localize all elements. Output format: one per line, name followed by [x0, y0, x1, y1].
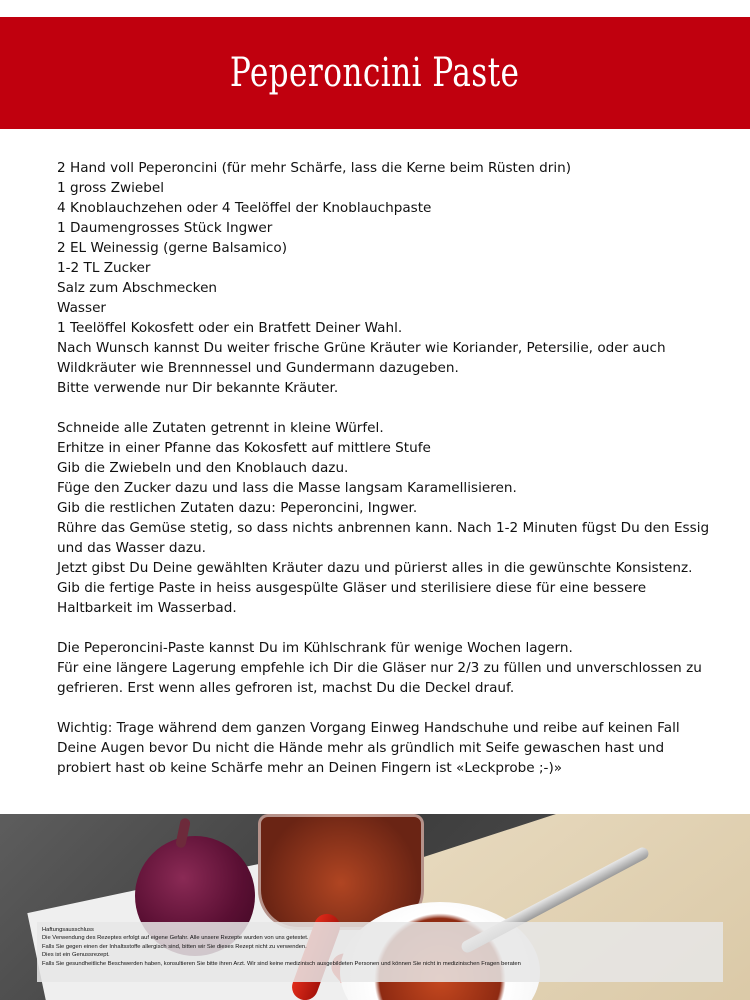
ingredient-line: 1 Daumengrosses Stück Ingwer	[57, 220, 273, 236]
disclaimer-line: Falls Sie gesundheitliche Beschwerden haben, konsultieren Sie bitte ihren Arzt. Wir sind keine medizinisch ausgebildeten Personen und können Sie nicht in medizinischen Fragen beraten	[42, 960, 521, 967]
disclaimer-line: Die Verwendung des Rezeptes erfolgt auf eigene Gefahr. Alle unsere Rezepte wurden von uns getestet.	[42, 935, 309, 942]
recipe-body	[57, 158, 717, 798]
storage-line: Für eine längere Lagerung empfehle ich Dir die Gläser nur 2/3 zu füllen und unverschlossen zu gefrieren. Erst wenn alles gefroren ist, machst Du die Deckel drauf.	[57, 660, 702, 696]
instruction-line: Gib die restlichen Zutaten dazu: Peperoncini, Ingwer.	[57, 500, 418, 516]
storage-section	[57, 638, 717, 698]
ingredient-line: 2 EL Weinessig (gerne Balsamico)	[57, 240, 288, 256]
disclaimer-heading: Haftungsausschluss	[42, 927, 94, 933]
ingredient-line: Salz zum Abschmecken	[57, 280, 218, 296]
ingredient-line: 1-2 TL Zucker	[57, 260, 151, 276]
disclaimer-line: Falls Sie gegen einen der Inhaltsstoffe allergisch sind, bitten wir Sie dieses Rezept nicht zu verwenden.	[42, 943, 307, 950]
instruction-line: Jetzt gibst Du Deine gewählten Kräuter dazu und pürierst alles in die gewünschte Konsistenz.	[57, 560, 693, 576]
ingredient-line: Bitte verwende nur Dir bekannte Kräuter.	[57, 380, 339, 396]
ingredient-line: 1 gross Zwiebel	[57, 180, 165, 196]
disclaimer-line: Dies ist ein Genussrezept.	[42, 952, 110, 959]
ingredient-line: 2 Hand voll Peperoncini (für mehr Schärfe, lass die Kerne beim Rüsten drin)	[57, 160, 572, 176]
instruction-line: Erhitze in einer Pfanne das Kokosfett auf mittlere Stufe	[57, 440, 431, 456]
instructions-section	[57, 418, 717, 618]
warning-line: Wichtig: Trage während dem ganzen Vorgang Einweg Handschuhe und reibe auf keinen Fall Deine Augen bevor Du nicht die Hände mehr als gründlich mit Seife gewaschen hast und probiert hast ob keine Schärfe mehr an Deinen Fingern ist «Leckprobe ;-)»	[57, 720, 680, 776]
ingredient-line: 4 Knoblauchzehen oder 4 Teelöffel der Knoblauchpaste	[57, 200, 432, 216]
instruction-line: Füge den Zucker dazu und lass die Masse langsam Karamellisieren.	[57, 480, 517, 496]
ingredients-section	[57, 158, 717, 398]
instruction-line: Gib die Zwiebeln und den Knoblauch dazu.	[57, 460, 349, 476]
instruction-line: Schneide alle Zutaten getrennt in kleine Würfel.	[57, 420, 384, 436]
storage-line: Die Peperoncini-Paste kannst Du im Kühlschrank für wenige Wochen lagern.	[57, 640, 573, 656]
disclaimer-box	[37, 922, 723, 982]
ingredient-line: Wasser	[57, 300, 107, 316]
instruction-line: Gib die fertige Paste in heiss ausgespülte Gläser und sterilisiere diese für eine bessere Haltbarkeit im Wasserbad.	[57, 580, 647, 616]
title-banner	[0, 17, 750, 129]
warning-section	[57, 718, 717, 778]
instruction-line: Rühre das Gemüse stetig, so dass nichts anbrennen kann. Nach 1-2 Minuten fügst Du den Essig und das Wasser dazu.	[57, 520, 710, 556]
page-title: Peperoncini Paste	[230, 50, 520, 96]
ingredient-line: 1 Teelöffel Kokosfett oder ein Bratfett Deiner Wahl.	[57, 320, 403, 336]
ingredient-line: Nach Wunsch kannst Du weiter frische Grüne Kräuter wie Koriander, Petersilie, oder auch Wildkräuter wie Brennnessel und Gundermann dazugeben.	[57, 340, 666, 376]
